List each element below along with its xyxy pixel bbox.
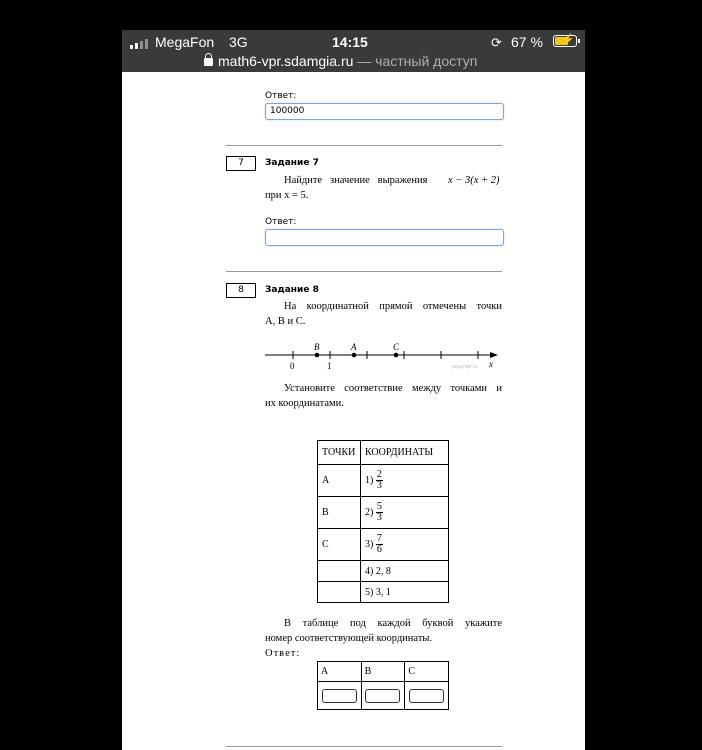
- point-b-marker: [315, 353, 320, 358]
- answer-header-a: A: [318, 662, 362, 682]
- axis-arrow-icon: [490, 352, 498, 358]
- fraction: $\frac{2}{3}$: [376, 469, 382, 491]
- answer-input-b[interactable]: [365, 689, 400, 703]
- divider: [226, 145, 502, 146]
- row-point: C: [318, 529, 361, 561]
- charging-icon: ⚡: [561, 34, 575, 46]
- browser-chrome: [122, 30, 585, 72]
- answer-input-row: [318, 682, 449, 710]
- battery-icon: [553, 35, 577, 47]
- answer-cell-a: [318, 682, 362, 710]
- clock: 14:15: [332, 34, 368, 50]
- number-line-figure: [262, 338, 502, 374]
- row-point: A: [318, 465, 361, 497]
- row-coordinate: 3) $\frac{7}{6}$: [361, 529, 449, 561]
- url-domain: math6-vpr.sdamgia.ru: [218, 53, 354, 69]
- table-header-row: [318, 441, 449, 465]
- task7-text-line2: при x = 5.: [265, 190, 309, 201]
- header-points: ТОЧКИ: [318, 441, 361, 465]
- task7-text-line1: Найдите значение выражения: [284, 175, 428, 186]
- coordinates-table: [317, 440, 449, 603]
- point-b-label: B: [314, 342, 320, 352]
- table-row: [318, 497, 449, 529]
- tick-label-1: 1: [327, 361, 332, 371]
- task8-instruction-line1: Установите соответствие между точками и: [284, 383, 502, 394]
- address-bar[interactable]: [204, 53, 477, 69]
- task8-intro-line1: На координатной прямой отмечены точки: [284, 301, 502, 312]
- task8-answer-label: Ответ:: [265, 648, 301, 659]
- row-coordinate: 2) $\frac{5}{3}$: [361, 497, 449, 529]
- task7-answer-input[interactable]: [265, 229, 504, 246]
- url-private-note: — частный доступ: [353, 53, 478, 69]
- task8-final-line1: В таблице под каждой буквой укажите: [284, 618, 502, 629]
- watermark: решу.vpr.ru: [452, 364, 478, 370]
- header-coordinates: КООРДИНАТЫ: [361, 441, 449, 465]
- tick-label-0: 0: [290, 361, 295, 371]
- row-point: [318, 582, 361, 603]
- answer-header-b: B: [361, 662, 405, 682]
- answer-grid: [317, 661, 449, 710]
- row-coordinate: 4) 2, 8: [361, 561, 449, 582]
- task7-number-box: 7: [226, 156, 256, 171]
- task6-answer-input[interactable]: 100000: [265, 103, 504, 120]
- battery-percent: 67 %: [511, 34, 543, 50]
- task7-answer-label: Ответ:: [265, 217, 297, 227]
- table-row: [318, 465, 449, 497]
- lock-icon: [204, 58, 213, 66]
- task8-intro-line2: A, B и C.: [265, 316, 306, 327]
- signal-icon: [130, 39, 148, 49]
- fraction: $\frac{7}{6}$: [376, 533, 382, 555]
- task8-instruction-line2: их координатами.: [265, 398, 344, 409]
- row-coordinate: 5) 3, 1: [361, 582, 449, 603]
- row-point: B: [318, 497, 361, 529]
- point-a-label: A: [351, 342, 357, 352]
- task7-title: Задание 7: [265, 158, 319, 168]
- table-row: [318, 529, 449, 561]
- table-row: [318, 582, 449, 603]
- point-a-marker: [352, 353, 357, 358]
- row-point: [318, 561, 361, 582]
- task8-final-line2: номер соответствующей координаты.: [265, 633, 433, 644]
- axis-label-x: x: [489, 359, 493, 369]
- answer-header-c: C: [405, 662, 449, 682]
- page-content: [122, 72, 585, 750]
- divider: [226, 271, 502, 272]
- network-type: 3G: [229, 34, 248, 50]
- carrier-name: MegaFon: [155, 34, 215, 50]
- task6-answer-label: Ответ:: [265, 91, 297, 101]
- divider: [226, 746, 502, 747]
- answer-input-a[interactable]: [322, 689, 357, 703]
- task8-title: Задание 8: [265, 285, 319, 295]
- task8-number-box: 8: [226, 283, 256, 298]
- point-c-marker: [394, 353, 399, 358]
- answer-cell-b: [361, 682, 405, 710]
- status-bar: [0, 0, 702, 72]
- answer-input-c[interactable]: [409, 689, 444, 703]
- task7-expression: x − 3(x + 2): [448, 175, 500, 186]
- row-coordinate: 1) $\frac{2}{3}$: [361, 465, 449, 497]
- answer-header-row: [318, 662, 449, 682]
- answer-cell-c: [405, 682, 449, 710]
- fraction: $\frac{5}{3}$: [376, 501, 382, 523]
- table-row: [318, 561, 449, 582]
- point-c-label: C: [393, 342, 400, 352]
- orientation-lock-icon: ⟳: [491, 35, 502, 50]
